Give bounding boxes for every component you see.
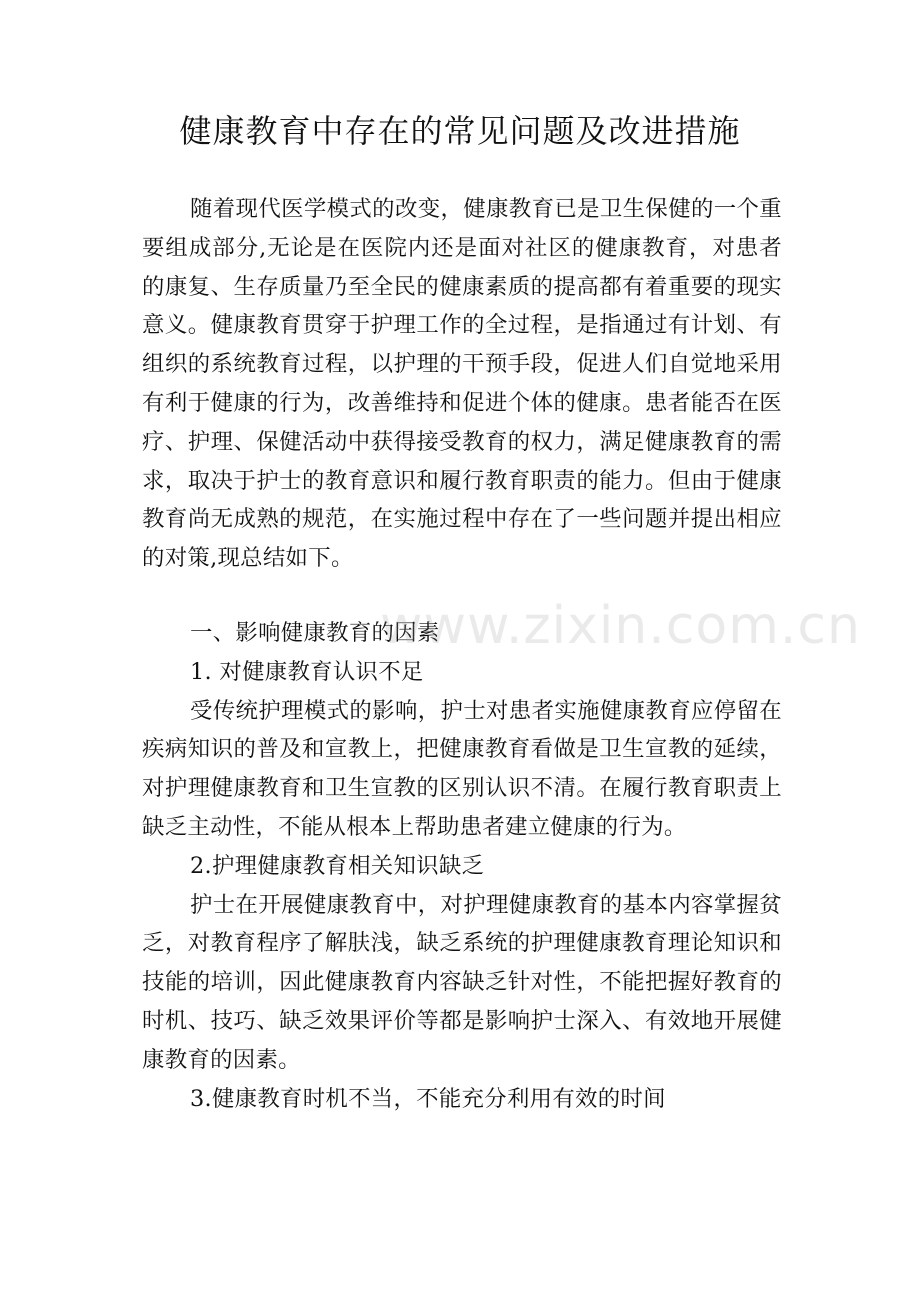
- intro-paragraph: 随着现代医学模式的改变，健康教育已是卫生保健的一个重要组成部分,无论是在医院内还是面对社区的健康教育，对患者的康复、生存质量乃至全民的健康素质的提高都有着重要的现实意义。健康教育贯穿于护理工作的全过程，是指通过有计划、有组织的系统教育过程，以护理的干预手段，促进人们自觉地采用有利于健康的行为，改善维持和促进个体的健康。患者能否在医疗、护理、保健活动中获得接受教育的权力，满足健康教育的需求，取决于护士的教育意识和履行教育职责的能力。但由于健康教育尚无成熟的规范，在实施过程中存在了一些问题并提出相应的对策,现总结如下。: [142, 196, 782, 572]
- subsection-paragraph-2: 护士在开展健康教育中，对护理健康教育的基本内容掌握贫乏，对教育程序了解肤浅，缺乏系统的护理健康教育理论知识和技能的培训，因此健康教育内容缺乏针对性，不能把握好教育的时机、技巧、缺乏效果评价等都是影响护士深入、有效地开展健康教育的因素。: [142, 891, 782, 1073]
- subsection-heading-2: 2.护理健康教育相关知识缺乏: [190, 852, 485, 879]
- section-heading: 一、影响健康教育的因素: [190, 620, 440, 646]
- intro-section: [142, 190, 782, 578]
- subsection-heading-1: 1. 对健康教育认识不足: [190, 658, 424, 685]
- section-influencing-factors: [142, 614, 782, 1118]
- watermark: www.zixin.com.cn: [380, 596, 861, 656]
- subsection-paragraph-1: 受传统护理模式的影响，护士对患者实施健康教育应停留在疾病知识的普及和宣教上，把健康教育看做是卫生宣教的延续，对护理健康教育和卫生宣教的区别认识不清。在履行教育职责上缺乏主动性，不能从根本上帮助患者建立健康的行为。: [142, 697, 782, 840]
- subsection-heading-3: 3.健康教育时机不当，不能充分利用有效的时间: [190, 1085, 666, 1112]
- document-title: 健康教育中存在的常见问题及改进措施: [179, 112, 741, 150]
